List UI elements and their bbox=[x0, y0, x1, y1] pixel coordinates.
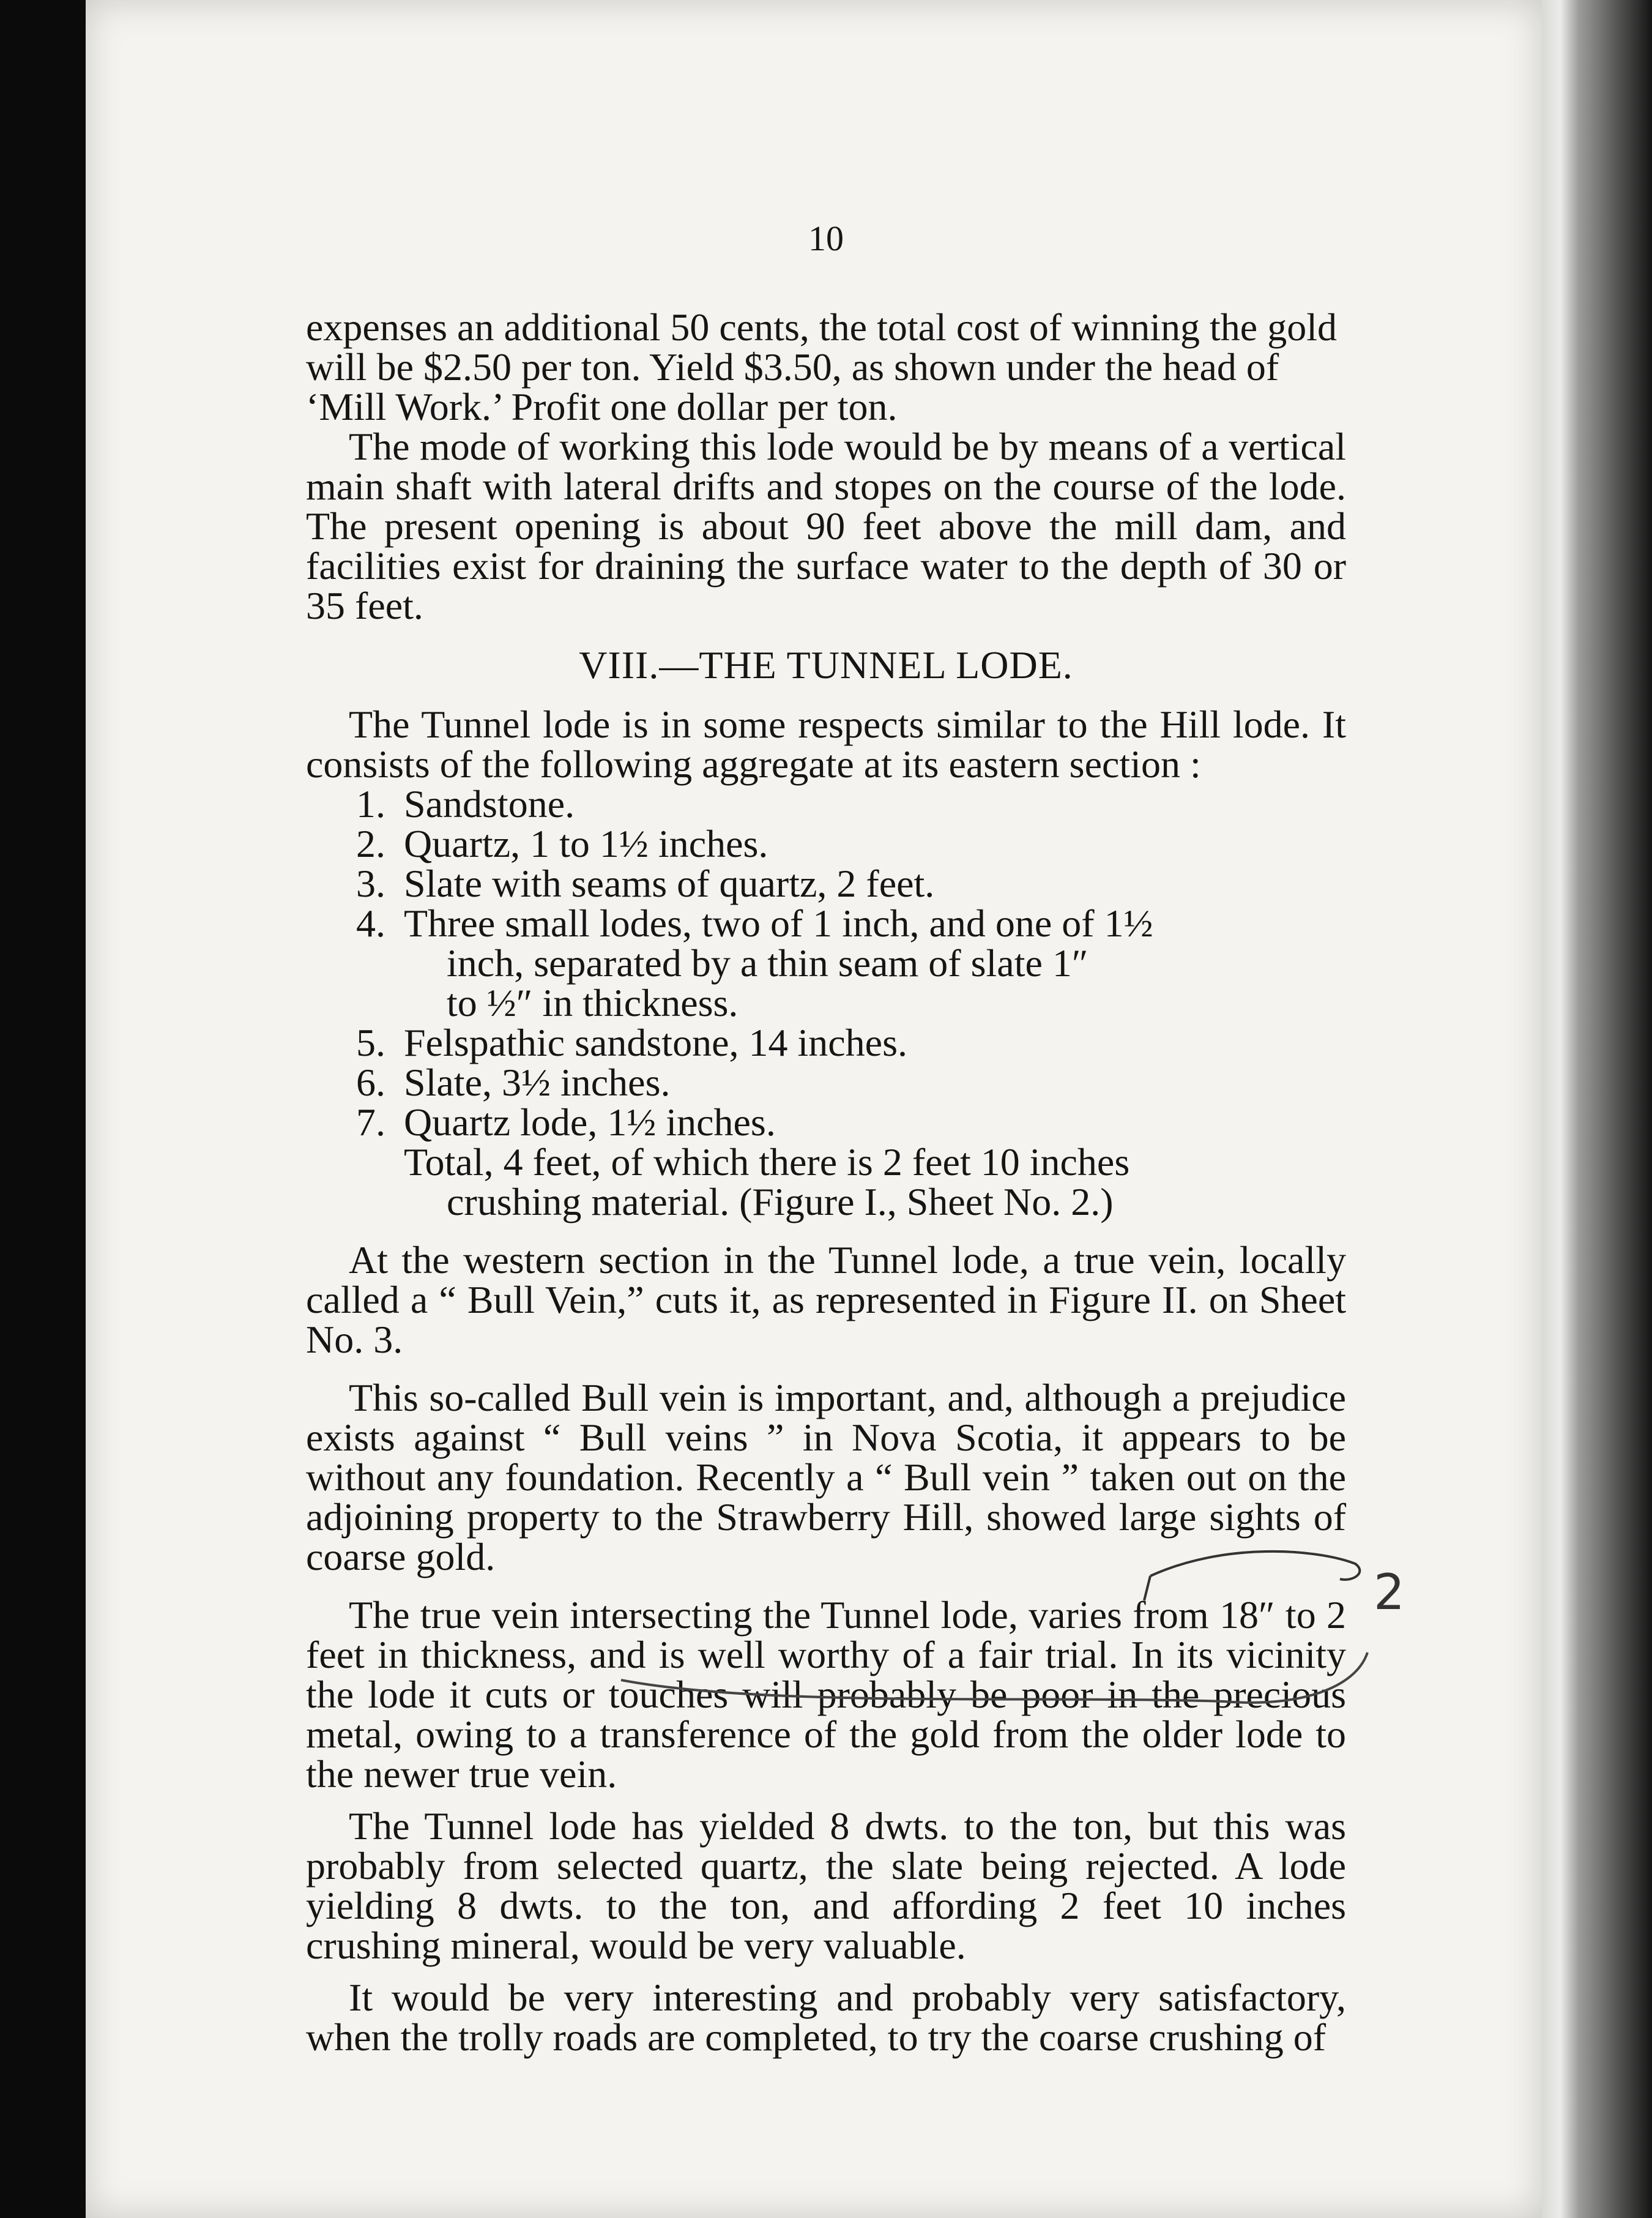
tunnel-intro-paragraph: The Tunnel lode is in some respects similar to the Hill lode. It consists of the following aggregate at its eastern section : bbox=[306, 703, 1346, 786]
page-number: 10 bbox=[808, 218, 844, 258]
list-item: 6. Slate, 3½ inches. bbox=[356, 1061, 671, 1104]
intro-line-2: will be $2.50 per ton. Yield $3.50, as shown under the head of bbox=[306, 345, 1279, 389]
true-vein-paragraph: The true vein intersecting the Tunnel lode, varies from 18″ to 2 feet in thickness, and is well worthy of a fair trial. In its vicinity the lode it cuts or touches will probably be poor in the precious metal, owing to a transference of the gold from the older lode to the newer true vein. bbox=[306, 1593, 1346, 1796]
list-item: 4. Three small lodes, two of 1 inch, and one of 1½ inch, separated by a thin seam of slate 1″ to ½″ in thickness. bbox=[356, 902, 1153, 1025]
list-item: 5. Felspathic sandstone, 14 inches. bbox=[356, 1021, 907, 1064]
final-paragraph: It would be very interesting and probably very satisfactory, when the trolly roads are completed, to try the coarse crushing of bbox=[306, 1976, 1346, 2059]
list-item: 2. Quartz, 1 to 1½ inches. bbox=[356, 822, 768, 865]
yield-paragraph: The Tunnel lode has yielded 8 dwts. to the ton, but this was probably from selected quartz, the slate being rejected. A lode yielding 8 dwts. to the ton, and affording 2 feet 10 inches crushing mineral, would be very valuable. bbox=[306, 1804, 1346, 1967]
section-heading: VIII.—THE TUNNEL LODE. bbox=[579, 643, 1073, 687]
bull-vein-paragraph: This so-called Bull vein is important, and, although a prejudice exists against “ Bull veins ” in Nova Scotia, it appears to be without any foundation. Recently a “ Bull vein ” taken out on the adjoining property to the Strawberry Hill, showed large sights of coarse gold. bbox=[306, 1376, 1346, 1578]
western-section-paragraph: At the western section in the Tunnel lode, a true vein, locally called a “ Bull Vein,” cuts it, as represented in Figure II. on Sheet No. 3. bbox=[306, 1238, 1346, 1361]
list-item: 1. Sandstone. bbox=[356, 782, 575, 826]
mode-paragraph: The mode of working this lode would be by means of a vertical main shaft with lateral drifts and stopes on the course of the lode. The present opening is about 90 feet above the mill dam, and facilities exist for draining the surface water to the depth of 30 or 35 feet. bbox=[306, 425, 1346, 627]
intro-line-3: ‘Mill Work.’ Profit one dollar per ton. bbox=[306, 385, 898, 428]
list-item: 3. Slate with seams of quartz, 2 feet. bbox=[356, 862, 935, 905]
margin-mark: 2 bbox=[1374, 1564, 1405, 1621]
intro-line-1: expenses an additional 50 cents, the total cost of winning the gold bbox=[306, 305, 1337, 349]
list-total: Total, 4 feet, of which there is 2 feet 10 inches crushing material. (Figure I., Sheet No. 2.) bbox=[404, 1140, 1130, 1223]
list-item: 7. Quartz lode, 1½ inches. bbox=[356, 1100, 776, 1144]
